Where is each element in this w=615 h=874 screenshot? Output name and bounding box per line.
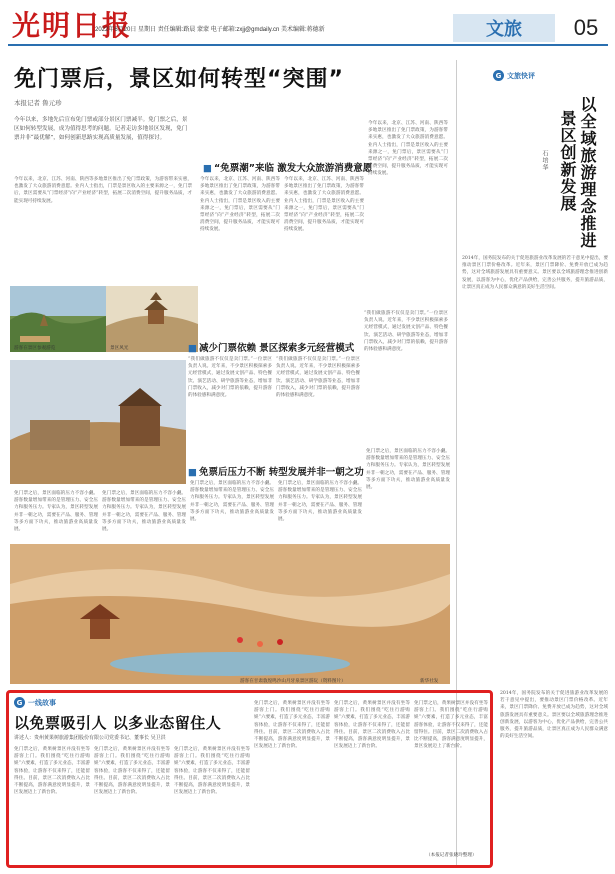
photo3-credit: 新华社发 [420, 679, 439, 684]
opinion-title-line1: 以全域旅游理念推进 [578, 96, 597, 249]
section3-col4: 免门票之后，景区面临的压力不容小觑。游客数量增加带来的是管理压力、安全压力和服务压力。专家认为，景区转型发展并非一朝之功，需要在产品、服务、管理等多方面下功夫，推动旅游业高质量发展。 [278, 481, 362, 523]
section1-title [203, 160, 372, 174]
photo3-caption: 游客在甘肃敦煌鸣沙山月牙泉景区游玩（资料图片） [240, 679, 346, 684]
page-number: 05 [573, 15, 599, 40]
photo2-caption: 景区风光 [110, 346, 129, 351]
tag-badge-icon: G [14, 697, 25, 708]
section2-col1: “我们做旅游不仅仅是卖门票。”一位景区负责人说。近年来，不少景区积极探索多元经营模式，通过发展文创产品、特色餐饮、演艺活动、研学旅游等业态，增加非门票收入，减少对门票的依赖，提升游客的体验感和满意度。 [188, 357, 272, 399]
section2-col2: “我们做旅游不仅仅是卖门票。”一位景区负责人说。近年来，不少景区积极探索多元经营模式，通过发展文创产品、特色餐饮、演艺活动、研学旅游等业态，增加非门票收入，减少对门票的依赖，提升游客的体验感和满意度。 [276, 357, 360, 399]
main-lead: 今年以来，多地先后宣布免门票或部分景区门票减半。免门票之后，景区如何转型发展，成为值得思考的问题。记者走访多地景区发现，免门票并非“最优解”，如何创新思路实现高质量发展，值得探讨。 [14, 117, 188, 141]
boxed-story-byline: 讲述人：贵州黄果树旅游集团股份有限公司党委书记、董事长 吴卫洪 [14, 735, 166, 741]
section3-title [188, 464, 364, 478]
boxed-col6: 免门票之后，黄果树景区并没有坐等游客上门。我们围绕“吃住行游购娱”六要素，打造了多元业态，丰富游客体验，让游客不仅来得了，还能留得住。目前，景区二次消费收入占比不断提高，游客满意度明显提升，景区发展迈上了新台阶。 [414, 701, 488, 750]
boxed-story-tag [14, 697, 56, 708]
newspaper-logo: 光明日报 [12, 9, 133, 42]
boxed-col3: 免门票之后，黄果树景区并没有坐等游客上门。我们围绕“吃住行游购娱”六要素，打造了多元业态，丰富游客体验，让游客不仅来得了，还能留得住。目前，景区二次消费收入占比不断提高，游客满意度明显提升，景区发展迈上了新台阶。 [174, 747, 250, 796]
main-headline: 免门票后，景区如何转型“突围” [14, 67, 344, 92]
section-tag: 文旅 [453, 14, 555, 42]
masthead-rule [8, 44, 608, 46]
section1-col1: 今年以来，北京、江苏、河南、陕西等多地景区推出了免门票政策，为游客带来实惠，也激发了大众旅游消费意愿。业内人士指出，门票是景区收入的主要来源之一，免门票后，景区需要从“门票经济”向“产业经济”转型，拓展二次消费空间，提升服务品质，才能实现可持续发展。 [200, 177, 280, 233]
photo-landscape [10, 286, 106, 352]
opinion-tag [493, 70, 535, 81]
section-marker-icon: ■ [188, 467, 197, 478]
section3-title-text: 免票后压力不断 转型发展并非一朝之功 [198, 467, 364, 478]
section1-col2: 今年以来，北京、江苏、河南、陕西等多地景区推出了免门票政策，为游客带来实惠，也激发了大众旅游消费意愿。业内人士指出，门票是景区收入的主要来源之一，免门票后，景区需要从“门票经济”向“产业经济”转型，拓展二次消费空间，提升服务品质，才能实现可持续发展。 [284, 177, 364, 233]
boxed-col5: 免门票之后，黄果树景区并没有坐等游客上门。我们围绕“吃住行游购娱”六要素，打造了多元业态，丰富游客体验，让游客不仅来得了，还能留得住。目前，景区二次消费收入占比不断提高，游客满意度明显提升，景区发展迈上了新台阶。 [334, 701, 410, 750]
issue-meta: 2022年6月20日 星期日 责任编辑:路晨 蒙蒙 电子邮箱:zxjj@gmdaily.cn 美术编辑:蒋德新 [95, 27, 325, 33]
photo-desert-lake [10, 544, 450, 684]
opinion-title-line2: 景区创新发展 [558, 110, 577, 212]
opinion-body: 2014年，国务院发布的关于促进旅游业改革发展的若干意见中提出，要推动景区门票价格改革。近年来，景区门票降价、免费开放已成为趋势，这对全域旅游发展具有重要意义。景区要以全域旅游理念推进创新发展，以游客为中心，优化产品供给，完善公共服务，提升旅游品质，让景区真正成为人民群众满意的美好生活空间。 [462, 256, 608, 290]
boxed-col1: 免门票之后，黄果树景区并没有坐等游客上门。我们围绕“吃住行游购娱”六要素，打造了多元业态，丰富游客体验，让游客不仅来得了，还能留得住。目前，景区二次消费收入占比不断提高，游客满意度明显提升，景区发展迈上了新台阶。 [14, 747, 90, 796]
boxed-col2: 免门票之后，黄果树景区并没有坐等游客上门。我们围绕“吃住行游购娱”六要素，打造了多元业态，丰富游客体验，让游客不仅来得了，还能留得住。目前，景区二次消费收入占比不断提高，游客满意度明显提升，景区发展迈上了新台阶。 [94, 747, 170, 796]
tag-badge-icon: G [493, 70, 504, 81]
opinion-tag-text: 文旅快评 [507, 71, 535, 80]
main-body-col1: 今年以来，北京、江苏、河南、陕西等多地景区推出了免门票政策，为游客带来实惠，也激发了大众旅游消费意愿。业内人士指出，门票是景区收入的主要来源之一，免门票后，景区需要从“门票经济”向“产业经济”转型，拓展二次消费空间，提升服务品质，才能实现可持续发展。 [14, 177, 192, 204]
boxed-story-note: （本报记者张晓玲整理） [426, 853, 477, 858]
section2-title-text: 减少门票依赖 景区探索多元经营模式 [198, 343, 355, 354]
boxed-story-title: 以免票吸引人 以多业态留住人 [14, 714, 222, 732]
opinion-body-cont: 2014年，国务院发布的关于促进旅游业改革发展的若干意见中提出，要推动景区门票价格改革。近年来，景区门票降价、免费开放已成为趋势，这对全域旅游发展具有重要意义。景区要以全域旅游理念推进创新发展，以游客为中心，优化产品供给，完善公共服务，提升旅游品质，让景区真正成为人民群众满意的美好生活空间。 [500, 691, 608, 740]
photo-stone-temple [10, 360, 186, 484]
boxed-col4: 免门票之后，黄果树景区并没有坐等游客上门。我们围绕“吃住行游购娱”六要素，打造了多元业态，丰富游客体验，让游客不仅来得了，还能留得住。目前，景区二次消费收入占比不断提高，游客满意度明显提升，景区发展迈上了新台阶。 [254, 701, 330, 750]
main-byline: 本报记者 鲁元珍 [14, 99, 62, 107]
section-marker-icon: ■ [188, 343, 197, 354]
boxed-story-tag-text: 一线故事 [28, 698, 56, 707]
section1-col3: 今年以来，北京、江苏、河南、陕西等多地景区推出了免门票政策，为游客带来实惠，也激发了大众旅游消费意愿。业内人士指出，门票是景区收入的主要来源之一，免门票后，景区需要从“门票经济”向“产业经济”转型，拓展二次消费空间，提升服务品质，才能实现可持续发展。 [368, 121, 448, 177]
section3-col3: 免门票之后，景区面临的压力不容小觑。游客数量增加带来的是管理压力、安全压力和服务压力。专家认为，景区转型发展并非一朝之功，需要在产品、服务、管理等多方面下功夫，推动旅游业高质量发展。 [190, 481, 274, 523]
section3-col1: 免门票之后，景区面临的压力不容小觑。游客数量增加带来的是管理压力、安全压力和服务压力。专家认为，景区转型发展并非一朝之功，需要在产品、服务、管理等多方面下功夫，推动旅游业高质量发展。 [14, 491, 98, 533]
photo1-caption: 游客在景区参观游览 [14, 346, 56, 351]
section-marker-icon: ■ [203, 163, 212, 174]
opinion-author: 石培华 [541, 150, 548, 171]
section1-title-text: “免票潮”来临 激发大众旅游消费意愿 [213, 163, 373, 174]
section3-col5: 免门票之后，景区面临的压力不容小觑。游客数量增加带来的是管理压力、安全压力和服务压力。专家认为，景区转型发展并非一朝之功，需要在产品、服务、管理等多方面下功夫，推动旅游业高质量发展。 [366, 449, 450, 491]
photo-temple [106, 286, 198, 352]
section3-col2: 免门票之后，景区面临的压力不容小觑。游客数量增加带来的是管理压力、安全压力和服务压力。专家认为，景区转型发展并非一朝之功，需要在产品、服务、管理等多方面下功夫，推动旅游业高质量发展。 [102, 491, 186, 533]
section2-title [188, 340, 354, 354]
section2-col3: “我们做旅游不仅仅是卖门票。”一位景区负责人说。近年来，不少景区积极探索多元经营模式，通过发展文创产品、特色餐饮、演艺活动、研学旅游等业态，增加非门票收入，减少对门票的依赖，提升游客的体验感和满意度。 [364, 311, 448, 353]
